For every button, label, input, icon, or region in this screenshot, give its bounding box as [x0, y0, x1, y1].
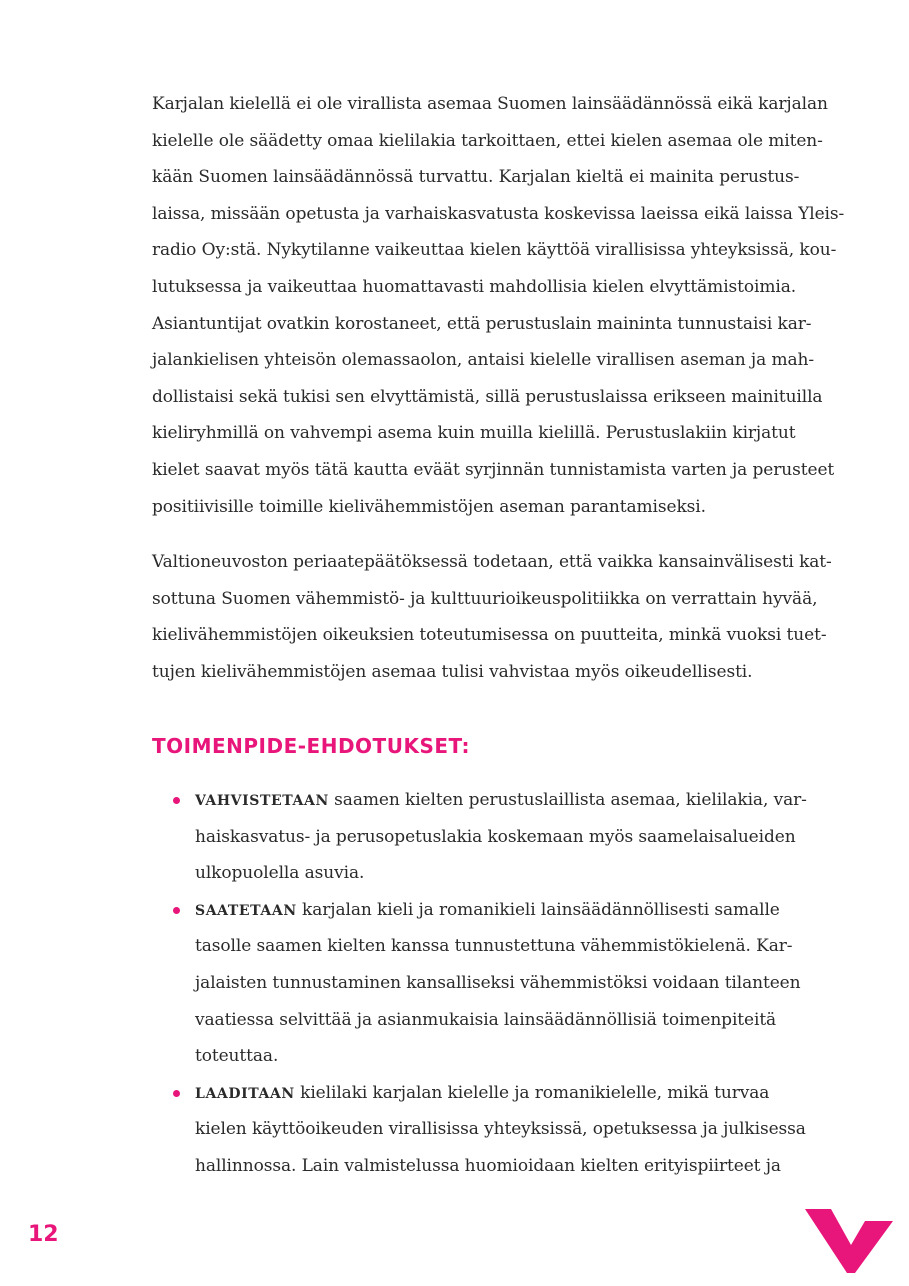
list-item-line: ulkopuolella asuvia.	[195, 863, 365, 884]
paragraph-line: kielet saavat myös tätä kautta eväät syrjinnän tunnistamista varten ja perusteet	[152, 459, 835, 480]
bullet-dot-icon	[173, 797, 180, 804]
list-item	[173, 782, 833, 892]
paragraph-line: Valtioneuvoston periaatepäätöksessä todetaan, että vaikka kansainvälisesti kat-	[152, 552, 832, 572]
paragraph-line: laissa, missään opetusta ja varhaiskasvatusta koskevissa laeissa eikä laissa Yleis-	[152, 203, 845, 224]
paragraph-karjalan-kieli	[152, 86, 845, 525]
paragraph-line: kieliryhmillä on vahvempi asema kuin muilla kielillä. Perustuslakiin kirjatut	[152, 423, 796, 444]
paragraph-line: lutuksessa ja vaikeuttaa huomattavasti mahdollisia kielen elvyttämistoimia.	[152, 276, 797, 297]
paragraph-line: tujen kielivähemmistöjen asemaa tulisi vahvistaa myös oikeudellisesti.	[152, 661, 753, 682]
list-item-line: toteuttaa.	[195, 1046, 279, 1067]
list-item-line: tasolle saamen kielten kanssa tunnustettuna vähemmistökielenä. Kar-	[195, 936, 793, 957]
paragraph-line: kielelle ole säädetty omaa kielilakia tarkoittaen, ettei kielen asemaa ole miten-	[152, 130, 823, 151]
bullet-dot-icon	[173, 1090, 180, 1097]
list-item-lead-word: VAHVISTETAAN	[195, 793, 329, 809]
paragraph-line: kään Suomen lainsäädännössä turvattu. Karjalan kieltä ei mainita perustus-	[152, 167, 800, 188]
paragraph-line: radio Oy:stä. Nykytilanne vaikeuttaa kielen käyttöä virallisissa yhteyksissä, kou-	[152, 240, 837, 261]
list-item-first-line	[195, 1075, 833, 1112]
list-item-line: haiskasvatus- ja perusopetuslakia koskemaan myös saamelaisalueiden	[195, 826, 796, 847]
list-item-text: karjalan kieli ja romanikieli lainsäädännöllisesti samalle	[296, 899, 780, 920]
v-chevron-logo-icon	[805, 1207, 893, 1273]
list-item-lead-word: LAADITAAN	[195, 1085, 295, 1102]
list-item-line: kielen käyttöoikeuden virallisissa yhteyksissä, opetuksessa ja julkisessa	[195, 1119, 806, 1140]
bullet-dot-icon	[173, 907, 180, 914]
paragraph-valtioneuvosto	[152, 544, 832, 690]
list-item-text: saamen kielten perustuslaillista asemaa, kielilakia, var-	[328, 790, 807, 810]
proposal-list	[173, 782, 833, 1185]
paragraph-line: dollistaisi sekä tukisi sen elvyttämistä, sillä perustuslaissa erikseen mainituilla	[152, 386, 823, 407]
list-item-first-line	[195, 892, 833, 929]
paragraph-line: Asiantuntijat ovatkin korostaneet, että perustuslain maininta tunnustaisi kar-	[152, 313, 812, 334]
paragraph-line: kielivähemmistöjen oikeuksien toteutumisessa on puutteita, minkä vuoksi tuet-	[152, 625, 827, 646]
list-item-line: vaatiessa selvittää ja asianmukaisia lainsäädännöllisiä toimenpiteitä	[195, 1009, 777, 1030]
list-item-line: hallinnossa. Lain valmistelussa huomioidaan kielten erityispiirteet ja	[195, 1155, 781, 1176]
paragraph-line: Karjalan kielellä ei ole virallista asemaa Suomen lainsäädännössä eikä karjalan	[152, 94, 828, 114]
paragraph-line: positiivisille toimille kielivähemmistöjen aseman parantamiseksi.	[152, 496, 706, 517]
list-item-lead-word: SAATETAAN	[195, 902, 297, 919]
list-item	[173, 892, 833, 1075]
paragraph-line: jalankielisen yhteisön olemassaolon, antaisi kielelle virallisen aseman ja mah-	[152, 350, 814, 371]
section-heading: TOIMENPIDE-EHDOTUKSET:	[152, 734, 471, 758]
paragraph-line: sottuna Suomen vähemmistö- ja kulttuurioikeuspolitiikka on verrattain hyvää,	[152, 588, 818, 609]
list-item-text: kielilaki karjalan kielelle ja romanikielelle, mikä turvaa	[294, 1082, 770, 1103]
page-number: 12	[28, 1222, 59, 1247]
list-item-first-line	[195, 782, 833, 819]
list-item-line: jalaisten tunnustaminen kansalliseksi vähemmistöksi voidaan tilanteen	[195, 972, 801, 993]
list-item	[173, 1075, 833, 1185]
